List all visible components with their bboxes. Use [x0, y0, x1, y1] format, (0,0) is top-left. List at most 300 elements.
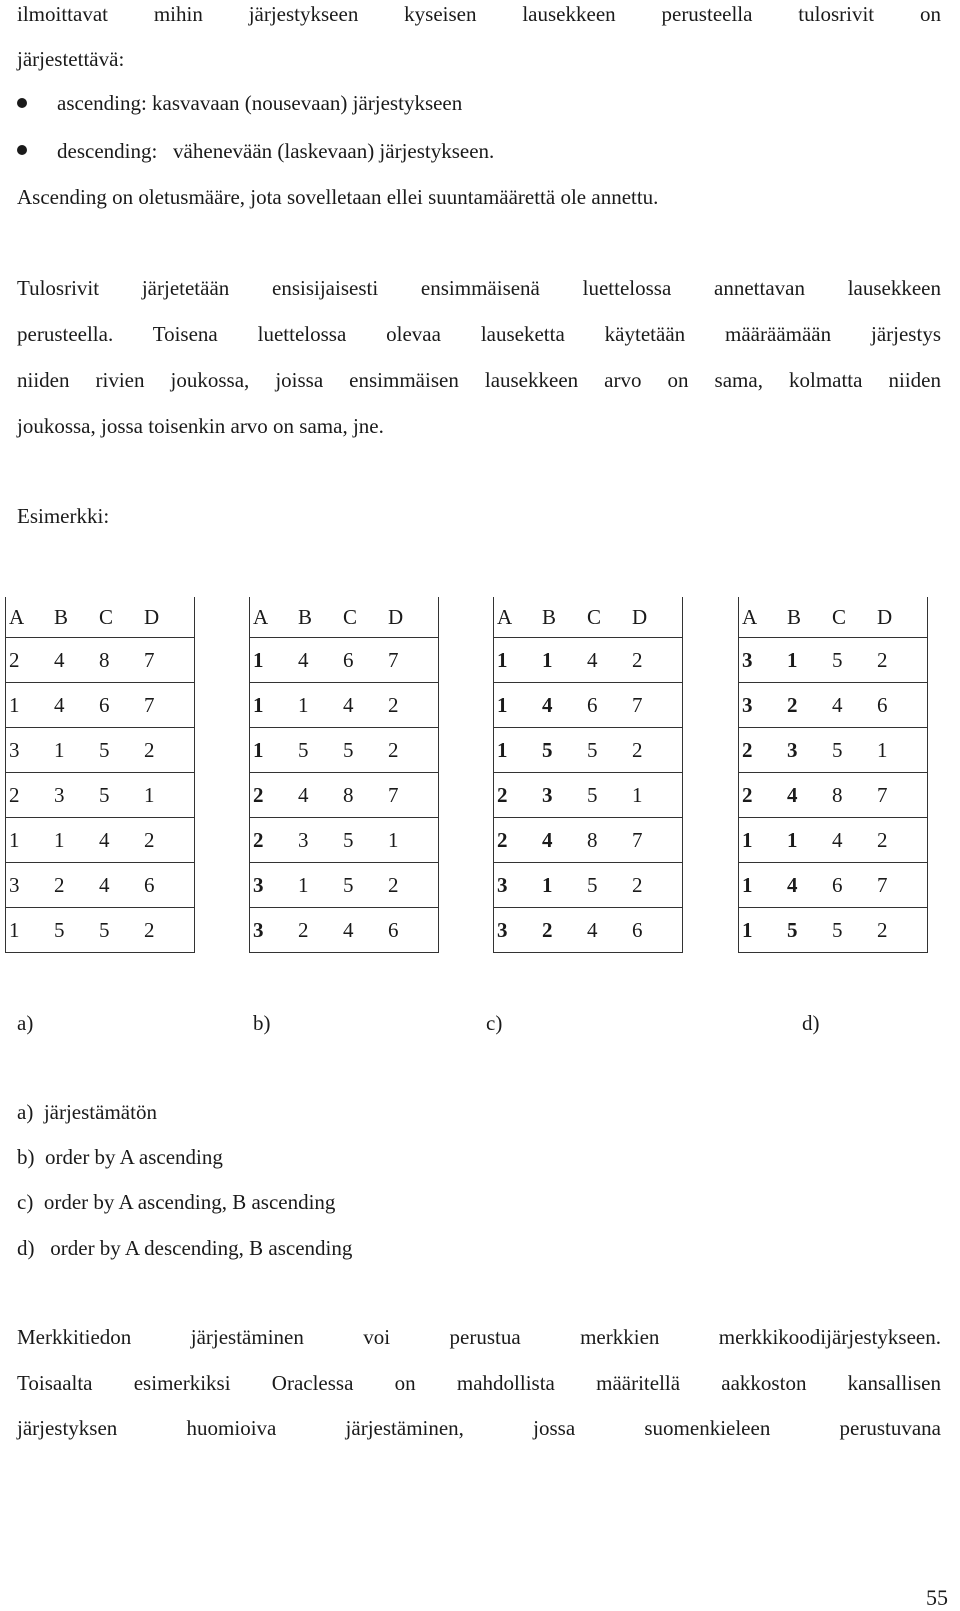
cell-value: 2	[632, 737, 643, 762]
table-cell	[877, 908, 928, 953]
table-cell	[54, 638, 99, 683]
table-row	[739, 818, 928, 863]
table-row	[494, 683, 683, 728]
column-header: C	[343, 604, 358, 629]
cell-value: 4	[542, 827, 553, 852]
table-cell	[144, 863, 195, 908]
cell-value: 1	[54, 737, 65, 762]
table-row	[494, 638, 683, 683]
cell-value: 4	[832, 827, 843, 852]
cell-value: 2	[144, 737, 155, 762]
column-header: D	[877, 597, 928, 638]
paragraph-line: järjestettävä:	[17, 47, 125, 71]
table-cell	[632, 908, 683, 953]
table-header-row	[739, 597, 928, 638]
cell-value: 7	[388, 647, 399, 672]
table-cell	[6, 863, 55, 908]
table-cell	[298, 638, 343, 683]
cell-value: 1	[632, 782, 643, 807]
table-header-row	[494, 597, 683, 638]
table-cell	[144, 908, 195, 953]
table-header-row	[6, 597, 195, 638]
cell-value: 6	[832, 872, 843, 897]
table-cell	[832, 818, 877, 863]
table-cell	[54, 773, 99, 818]
table-cell	[587, 683, 632, 728]
table-row	[250, 728, 439, 773]
table-cell	[587, 728, 632, 773]
table-cell	[54, 818, 99, 863]
table-row	[494, 728, 683, 773]
table-cell	[298, 863, 343, 908]
table-c	[493, 597, 683, 953]
table-cell	[99, 683, 144, 728]
bullet-icon	[17, 98, 27, 108]
cell-value: 1	[144, 782, 155, 807]
cell-value: 4	[787, 782, 798, 807]
cell-value: 7	[877, 782, 888, 807]
table-cell	[587, 818, 632, 863]
table-cell	[99, 728, 144, 773]
table-cell	[632, 638, 683, 683]
cell-value: 2	[632, 872, 643, 897]
cell-value: 3	[253, 872, 264, 897]
legend-key: c)	[17, 1190, 34, 1214]
cell-value: 4	[587, 647, 598, 672]
table-cell	[99, 818, 144, 863]
table-cell	[298, 683, 343, 728]
cell-value: 1	[542, 647, 553, 672]
legend-key: d)	[17, 1236, 35, 1260]
table-cell	[542, 683, 587, 728]
column-header: D	[388, 597, 439, 638]
table-cell	[787, 818, 832, 863]
cell-value: 2	[9, 647, 20, 672]
table-row	[250, 773, 439, 818]
table-cell	[877, 728, 928, 773]
cell-value: 4	[298, 782, 309, 807]
cell-value: 4	[542, 692, 553, 717]
table-row	[739, 863, 928, 908]
table-row	[739, 728, 928, 773]
table-row	[739, 638, 928, 683]
table-cell	[587, 908, 632, 953]
table-cell	[388, 818, 439, 863]
table-cell	[250, 818, 299, 863]
cell-value: 8	[587, 827, 598, 852]
table-cell	[388, 908, 439, 953]
table-cell	[54, 908, 99, 953]
table-cell	[388, 728, 439, 773]
cell-value: 3	[542, 782, 553, 807]
table-cell	[877, 638, 928, 683]
column-header: C	[99, 604, 114, 629]
table-row	[6, 728, 195, 773]
table-cell	[99, 773, 144, 818]
column-header: D	[144, 597, 195, 638]
cell-value: 8	[832, 782, 843, 807]
cell-value: 6	[877, 692, 888, 717]
cell-value: 8	[343, 782, 354, 807]
paragraph-line: Tulosrivit järjetetään ensisijaisesti ensimmäisenä luettelossa annettavan lausekkeen	[17, 276, 941, 300]
table-cell	[494, 908, 543, 953]
table-cell	[298, 818, 343, 863]
column-header: B	[542, 604, 557, 629]
table-cell	[739, 638, 788, 683]
cell-value: 7	[144, 692, 155, 717]
table-cell	[250, 773, 299, 818]
cell-value: 5	[587, 737, 598, 762]
cell-value: 7	[144, 647, 155, 672]
table-cell	[6, 773, 55, 818]
table-cell	[99, 908, 144, 953]
legend-text: order by A descending, B ascending	[45, 1236, 353, 1260]
table-cell	[250, 638, 299, 683]
example-label: Esimerkki:	[17, 504, 110, 528]
table-d	[738, 597, 928, 953]
table-row	[250, 683, 439, 728]
cell-value: 1	[742, 872, 753, 897]
table-cell	[877, 683, 928, 728]
cell-value: 5	[99, 917, 110, 942]
cell-value: 3	[497, 872, 508, 897]
table-cell	[494, 728, 543, 773]
column-header: A	[250, 597, 299, 638]
table-cell	[739, 863, 788, 908]
cell-value: 1	[542, 872, 553, 897]
table-cell	[54, 683, 99, 728]
cell-value: 2	[632, 647, 643, 672]
cell-value: 4	[787, 872, 798, 897]
table-cell	[144, 773, 195, 818]
cell-value: 6	[587, 692, 598, 717]
table-cell	[343, 863, 388, 908]
table-cell	[787, 683, 832, 728]
cell-value: 1	[742, 827, 753, 852]
cell-value: 2	[742, 737, 753, 762]
cell-value: 2	[742, 782, 753, 807]
table-cell	[54, 728, 99, 773]
cell-value: 3	[9, 872, 20, 897]
table-row	[250, 638, 439, 683]
table-cell	[6, 818, 55, 863]
cell-value: 5	[587, 872, 598, 897]
table-cell	[494, 863, 543, 908]
cell-value: 5	[298, 737, 309, 762]
table-label: a)	[17, 1011, 34, 1035]
column-header: B	[298, 604, 313, 629]
cell-value: 1	[742, 917, 753, 942]
cell-value: 4	[54, 692, 65, 717]
cell-value: 5	[542, 737, 553, 762]
cell-value: 4	[99, 827, 110, 852]
table-cell	[587, 773, 632, 818]
table-row	[739, 683, 928, 728]
table-cell	[787, 773, 832, 818]
table-row	[250, 818, 439, 863]
cell-value: 2	[253, 782, 264, 807]
cell-value: 2	[877, 647, 888, 672]
column-header: B	[787, 604, 802, 629]
table-cell	[144, 683, 195, 728]
cell-value: 2	[787, 692, 798, 717]
page-number: 55	[926, 1585, 948, 1610]
table-cell	[99, 863, 144, 908]
table-cell	[832, 773, 877, 818]
cell-value: 1	[497, 737, 508, 762]
cell-value: 2	[144, 917, 155, 942]
table-cell	[877, 773, 928, 818]
table-cell	[6, 683, 55, 728]
cell-value: 4	[99, 872, 110, 897]
table-cell	[542, 773, 587, 818]
bullet-item: ascending: kasvavaan (nousevaan) järjestykseen	[57, 91, 463, 115]
table-cell	[6, 728, 55, 773]
cell-value: 5	[343, 737, 354, 762]
cell-value: 2	[877, 827, 888, 852]
table-cell	[542, 863, 587, 908]
table-cell	[144, 728, 195, 773]
table-row	[6, 773, 195, 818]
table-cell	[250, 863, 299, 908]
cell-value: 2	[54, 872, 65, 897]
paragraph-line: joukossa, jossa toisenkin arvo on sama, jne.	[17, 414, 384, 438]
cell-value: 2	[497, 782, 508, 807]
table-cell	[494, 683, 543, 728]
cell-value: 5	[832, 647, 843, 672]
cell-value: 1	[253, 737, 264, 762]
column-header: B	[54, 604, 69, 629]
cell-value: 6	[388, 917, 399, 942]
legend-text: järjestämätön	[43, 1100, 157, 1124]
cell-value: 4	[832, 692, 843, 717]
cell-value: 4	[343, 692, 354, 717]
table-cell	[632, 683, 683, 728]
paragraph-line: niiden rivien joukossa, joissa ensimmäisen lausekkeen arvo on sama, kolmatta niiden	[17, 368, 941, 392]
table-cell	[494, 638, 543, 683]
table-cell	[343, 638, 388, 683]
cell-value: 4	[54, 647, 65, 672]
table-row	[6, 908, 195, 953]
table-cell	[388, 683, 439, 728]
legend-text: order by A ascending	[45, 1145, 223, 1169]
table-cell	[632, 728, 683, 773]
cell-value: 2	[542, 917, 553, 942]
cell-value: 2	[388, 737, 399, 762]
table-cell	[250, 683, 299, 728]
table-cell	[632, 863, 683, 908]
cell-value: 1	[787, 827, 798, 852]
cell-value: 1	[298, 692, 309, 717]
bullet-item: descending: vähenevään (laskevaan) järjestykseen.	[57, 139, 495, 163]
cell-value: 7	[632, 827, 643, 852]
legend-item	[17, 1144, 223, 1170]
cell-value: 5	[587, 782, 598, 807]
paragraph-line: Ascending on oletusmääre, jota sovelletaan ellei suuntamäärettä ole annettu.	[17, 185, 659, 209]
table-cell	[877, 863, 928, 908]
table-cell	[99, 638, 144, 683]
table-cell	[787, 638, 832, 683]
table-cell	[54, 863, 99, 908]
cell-value: 5	[343, 827, 354, 852]
table-cell	[388, 863, 439, 908]
legend-text: order by A ascending, B ascending	[43, 1190, 336, 1214]
cell-value: 1	[253, 647, 264, 672]
table-row	[494, 818, 683, 863]
table-cell	[877, 818, 928, 863]
cell-value: 6	[144, 872, 155, 897]
cell-value: 3	[298, 827, 309, 852]
table-cell	[832, 863, 877, 908]
cell-value: 3	[742, 692, 753, 717]
table-cell	[787, 863, 832, 908]
cell-value: 5	[99, 737, 110, 762]
cell-value: 5	[343, 872, 354, 897]
table-cell	[739, 908, 788, 953]
cell-value: 1	[253, 692, 264, 717]
legend-item	[17, 1189, 335, 1215]
cell-value: 1	[388, 827, 399, 852]
cell-value: 2	[144, 827, 155, 852]
cell-value: 1	[497, 692, 508, 717]
table-cell	[494, 818, 543, 863]
table-cell	[787, 728, 832, 773]
cell-value: 3	[9, 737, 20, 762]
legend-key: a)	[17, 1100, 34, 1124]
cell-value: 3	[742, 647, 753, 672]
table-row	[494, 908, 683, 953]
table-cell	[343, 683, 388, 728]
table-cell	[632, 818, 683, 863]
paragraph-line: Merkkitiedon järjestäminen voi perustua merkkien merkkikoodijärjestykseen.	[17, 1325, 941, 1349]
table-cell	[587, 863, 632, 908]
bullet-icon	[17, 145, 27, 155]
table-cell	[542, 638, 587, 683]
cell-value: 1	[54, 827, 65, 852]
column-header: D	[632, 597, 683, 638]
table-row	[250, 863, 439, 908]
cell-value: 7	[388, 782, 399, 807]
paragraph-line: perusteella. Toisena luettelossa olevaa lauseketta käytetään määräämään järjestys	[17, 322, 941, 346]
table-cell	[6, 638, 55, 683]
table-cell	[832, 908, 877, 953]
table-cell	[298, 773, 343, 818]
column-header: A	[739, 597, 788, 638]
cell-value: 7	[877, 872, 888, 897]
table-cell	[388, 773, 439, 818]
table-cell	[739, 728, 788, 773]
table-row	[6, 863, 195, 908]
table-row	[6, 683, 195, 728]
table-cell	[587, 638, 632, 683]
paragraph-line: järjestyksen huomioiva järjestäminen, jossa suomenkieleen perustuvana	[17, 1416, 941, 1440]
table-b	[249, 597, 439, 953]
cell-value: 2	[9, 782, 20, 807]
table-cell	[542, 908, 587, 953]
cell-value: 4	[343, 917, 354, 942]
table-cell	[250, 728, 299, 773]
cell-value: 7	[632, 692, 643, 717]
table-cell	[632, 773, 683, 818]
table-cell	[343, 728, 388, 773]
table-cell	[144, 818, 195, 863]
column-header: C	[587, 604, 602, 629]
table-row	[739, 908, 928, 953]
cell-value: 4	[298, 647, 309, 672]
table-cell	[739, 683, 788, 728]
cell-value: 2	[877, 917, 888, 942]
table-header-row	[250, 597, 439, 638]
table-cell	[388, 638, 439, 683]
cell-value: 2	[298, 917, 309, 942]
table-cell	[343, 773, 388, 818]
table-cell	[6, 908, 55, 953]
table-cell	[832, 728, 877, 773]
paragraph-line: ilmoittavat mihin järjestykseen kyseisen lausekkeen perusteella tulosrivit on	[17, 2, 941, 26]
table-cell	[832, 638, 877, 683]
cell-value: 2	[388, 872, 399, 897]
table-label: c)	[486, 1011, 503, 1035]
column-header: C	[832, 604, 847, 629]
table-cell	[542, 818, 587, 863]
table-cell	[739, 773, 788, 818]
cell-value: 1	[877, 737, 888, 762]
cell-value: 1	[497, 647, 508, 672]
legend-key: b)	[17, 1145, 35, 1169]
cell-value: 4	[587, 917, 598, 942]
cell-value: 5	[832, 737, 843, 762]
cell-value: 3	[253, 917, 264, 942]
table-cell	[832, 683, 877, 728]
table-cell	[739, 818, 788, 863]
table-row	[250, 908, 439, 953]
column-header: A	[6, 597, 55, 638]
cell-value: 1	[9, 827, 20, 852]
cell-value: 3	[787, 737, 798, 762]
cell-value: 2	[253, 827, 264, 852]
table-row	[494, 863, 683, 908]
cell-value: 5	[832, 917, 843, 942]
table-cell	[787, 908, 832, 953]
cell-value: 2	[388, 692, 399, 717]
cell-value: 6	[632, 917, 643, 942]
cell-value: 1	[9, 917, 20, 942]
cell-value: 1	[787, 647, 798, 672]
table-cell	[250, 908, 299, 953]
legend-item	[17, 1235, 352, 1261]
table-a	[5, 597, 195, 953]
cell-value: 5	[54, 917, 65, 942]
table-cell	[298, 728, 343, 773]
cell-value: 2	[497, 827, 508, 852]
table-cell	[144, 638, 195, 683]
cell-value: 6	[343, 647, 354, 672]
cell-value: 6	[99, 692, 110, 717]
cell-value: 1	[298, 872, 309, 897]
table-cell	[542, 728, 587, 773]
table-cell	[343, 818, 388, 863]
table-cell	[343, 908, 388, 953]
legend-item	[17, 1099, 157, 1125]
column-header: A	[494, 597, 543, 638]
cell-value: 3	[497, 917, 508, 942]
table-label: b)	[253, 1011, 271, 1035]
cell-value: 1	[9, 692, 20, 717]
table-row	[6, 818, 195, 863]
table-label: d)	[802, 1011, 820, 1035]
cell-value: 8	[99, 647, 110, 672]
table-row	[6, 638, 195, 683]
